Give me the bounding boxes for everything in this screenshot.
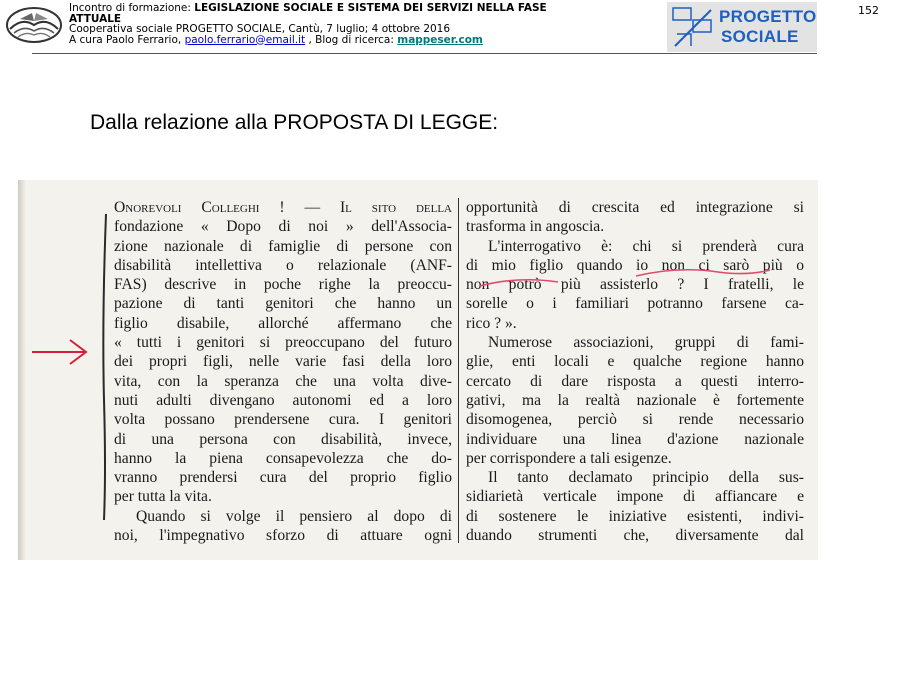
author-email-link[interactable]: paolo.ferrario@email.it	[184, 33, 306, 46]
document-line: glie, enti locali e qualche regione hanno	[466, 353, 804, 371]
document-line: rico ? ».	[466, 314, 517, 332]
document-line	[114, 198, 452, 217]
document-line: gativi, ma la realtà nazionale è fortemente	[466, 391, 804, 409]
page-number: 152	[858, 4, 879, 17]
document-line: cercato di dare risposta a questi interro-	[466, 372, 804, 390]
document-line: duando strumenti che, diversamente dal	[466, 527, 804, 545]
red-arrow-icon	[32, 340, 86, 364]
document-line: Quando si volge il pensiero al dopo di	[136, 507, 452, 525]
document-line: trasforma in angoscia.	[466, 218, 605, 236]
header-course-title: LEGISLAZIONE SOCIALE E SISTEMA DEI SERVIZI NELLA FASE	[194, 2, 547, 14]
document-line: non potrò più assisterlo ? I fratelli, le	[466, 276, 804, 294]
document-line: per corrispondere a tali esigenze.	[466, 449, 672, 467]
document-line: nuti adulti divengano autonomi ed a loro	[114, 391, 452, 409]
logo-word-1: PROGETTO	[719, 7, 817, 26]
progetto-sociale-logo	[667, 2, 817, 52]
document-line: Numerose associazioni, gruppi di fami-	[488, 334, 804, 352]
document-line: opportunità di crescita ed integrazione si	[466, 199, 804, 216]
header-course-line	[69, 3, 669, 14]
document-line: disomogenea, perciò si rende necessario	[466, 411, 804, 429]
document-line: sidiarietà verticale impone di affiancare e	[466, 488, 804, 506]
document-line: vranno prendersi cura del proprio figlio	[114, 469, 452, 487]
document-left-column	[114, 198, 452, 545]
header-course-title-2: ATTUALE	[69, 12, 122, 25]
logo-word-2: SOCIALE	[721, 27, 799, 46]
document-right-column	[466, 198, 804, 545]
document-line: dei propri figli, nelle varie fasi della loro	[114, 353, 452, 371]
slide-title: Dalla relazione alla PROPOSTA DI LEGGE:	[90, 111, 499, 134]
document-line: figlio disabile, allorché affermano che	[114, 314, 452, 332]
column-divider	[458, 198, 459, 543]
document-line: di mio figlio quando io non ci sarò più o	[466, 256, 804, 274]
header-author-middle: , Blog di ricerca:	[305, 33, 398, 46]
document-line: disabilità intellettiva o relazionale (ANF-	[114, 256, 452, 274]
progetto-sociale-mark-icon	[671, 6, 715, 48]
document-line: di una persona con disabilità, invece,	[114, 430, 452, 448]
document-text: Onorevoli Colleghi ! — Il sito della	[114, 199, 452, 216]
slide-header	[69, 3, 669, 45]
document-line: hanno la piena consapevolezza che do-	[114, 449, 452, 467]
cooperative-logo-icon	[4, 3, 64, 45]
header-author-prefix: A cura Paolo Ferrario,	[69, 33, 185, 46]
margin-pen-line	[103, 214, 106, 520]
document-line: individuare una linea d'azione nazionale	[466, 430, 804, 448]
document-line: L'interrogativo è: chi si prenderà cura	[488, 237, 804, 255]
scanned-document	[18, 180, 818, 560]
document-line: vita, con la speranza che una volta dive-	[114, 372, 452, 390]
header-author-line	[69, 35, 669, 46]
document-line: « tutti i genitori si preoccupano del futuro	[114, 334, 452, 352]
header-course-prefix: Incontro di formazione:	[69, 2, 195, 14]
document-line: sorelle o i familiari potranno farsene ca-	[466, 295, 804, 313]
document-line: per tutta la vita.	[114, 488, 212, 506]
document-line: volta possano prendersene cura. I genitori	[114, 411, 452, 429]
document-line: noi, l'impegnativo sforzo di attuare ogni	[114, 527, 452, 545]
document-line: FAS) descrive in poche righe la preoccu-	[114, 276, 452, 294]
document-line: fondazione « Dopo di noi » dell'Associa-	[114, 218, 452, 236]
document-line: pazione di tanti genitori che hanno un	[114, 295, 452, 313]
header-organization-line: Cooperativa sociale PROGETTO SOCIALE, Cantù, 7 luglio; 4 ottobre 2016	[69, 23, 451, 35]
document-line: Il tanto declamato principio della sus-	[488, 469, 804, 487]
document-line: zione nazionale di famiglie di persone con	[114, 237, 452, 255]
scan-shadow	[18, 180, 26, 560]
blog-link[interactable]: mappeser.com	[397, 33, 483, 46]
header-divider	[32, 53, 817, 54]
document-line: di sostenere le iniziative esistenti, indivi-	[466, 507, 804, 525]
